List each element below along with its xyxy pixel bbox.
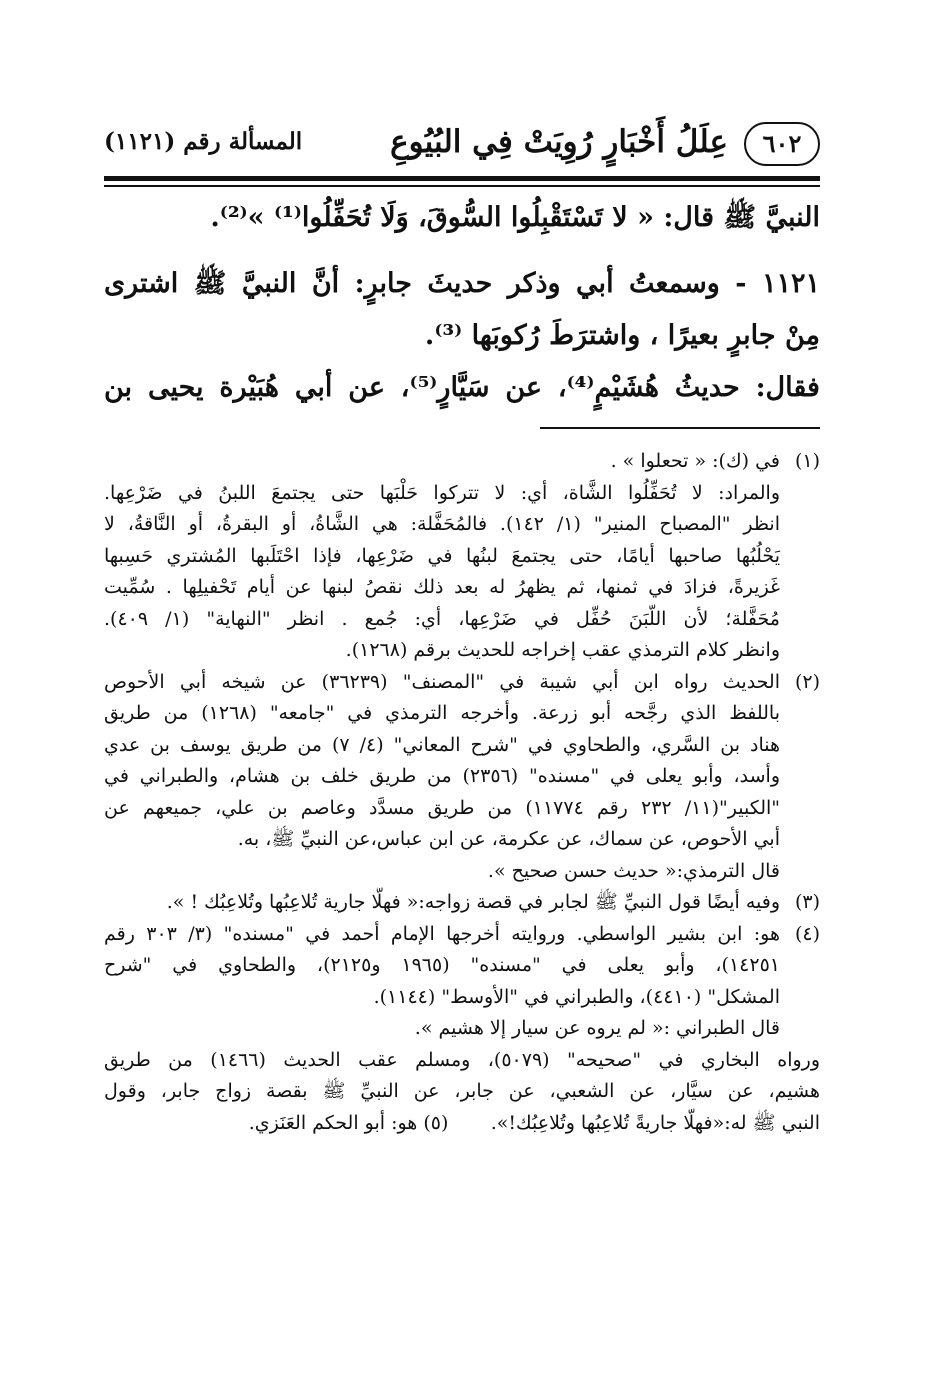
footnote-line: قال الطبراني :« لم يروه عن سيار إلا هشيم ». bbox=[414, 1017, 780, 1039]
footnote-line: انظر "المصباح المنير" (١/ ١٤٢). فالمُحَفَّلة: هي الشَّاةُ، أو البقرةُ، أو النَّاقةُ، لا bbox=[104, 513, 781, 535]
main-line: فقال: حديثُ هُشَيْمٍ⁽⁴⁾، عن سَيَّارٍ⁽⁵⁾، عن أبي هُبَيْرة يحيى بن bbox=[104, 372, 820, 403]
footnote-line: "الكبير"(١١/ ٢٣٢ رقم ١١٧٧٤) من طريق مسدَّد وعاصم بن علي، جميعهم عن bbox=[104, 796, 780, 819]
footnote-line: مُحَفَّلة؛ لأن اللَّبَنَ حُفِّل في ضَرْعِها، أي: جُمع . انظر "النهاية" (١/ ٤٠٩). bbox=[104, 607, 780, 630]
footnotes bbox=[104, 446, 820, 1139]
footnote-number: (١) bbox=[794, 450, 820, 472]
footnote-text: هو: ابن بشير الواسطي. وروايته أخرجها الإمام أحمد في "مسنده" (٣/ ٣٠٣ رقم bbox=[104, 922, 780, 945]
footnote-separator bbox=[540, 427, 820, 429]
main-text bbox=[104, 192, 820, 414]
main-line: النبيَّ ﷺ قال: « لا تَسْتَقْبِلُوا السُّوقَ، وَلَا تُحَفِّلُوا⁽¹⁾ »⁽²⁾. bbox=[210, 202, 820, 233]
footnote-line: هناد بن السَّري، والطحاوي في "شرح المعاني" (٤/ ٧) من طريق يوسف بن عدي bbox=[104, 733, 780, 756]
footnote-line: ١٤٢٥١)، وأبو يعلى في "مسنده" (١٩٦٥ و٢١٢٥)، والطحاوي في "شرح bbox=[104, 954, 780, 976]
footnote-line: المشكل" (٤٤١٠)، والطبراني في "الأوسط" (١١٤٤). bbox=[373, 985, 780, 1008]
footnote-line: ورواه البخاري في "صحيحه" (٥٠٧٩)، ومسلم عقب الحديث (١٤٦٦) من طريق bbox=[104, 1048, 820, 1071]
footnote-number: (٢) bbox=[794, 670, 820, 693]
footnote-number: (٣) bbox=[794, 891, 820, 913]
issue-label: المسألة رقم (١١٢١) bbox=[104, 128, 303, 155]
footnote-line bbox=[104, 446, 820, 478]
page-number: ٦٠٢ bbox=[744, 122, 820, 166]
footnote-line bbox=[104, 667, 820, 699]
footnote-line: غَزيرةً، فزادَ في ثمنها، ثم يظهرُ له بعد ذلك نقصُ لبنها عن أيام تَحْفيلِها . سُمِّيت bbox=[104, 576, 780, 598]
footnote-line: يَحْلُبُها صاحبها أيامًا، حتى يجتمعَ لبنُها في ضَرْعِها، فإذا احْتَلَبها المُشتري حَسِبها bbox=[104, 544, 780, 567]
main-line: مِنْ جابرٍ بعيرًا ، واشترَطَ رُكوبَها ⁽³⁾. bbox=[424, 320, 820, 351]
footnote-line: هشيم، عن سيَّار، عن الشعبي، عن جابر، عن النبيِّ ﷺ بقصة زواج جابر، وقول bbox=[104, 1080, 820, 1102]
footnote-number: (٤) bbox=[794, 922, 820, 945]
footnote-line: أبي الأحوص، عن سماك، عن عكرمة، عن ابن عباس،عن النبيِّ ﷺ، به. bbox=[237, 828, 780, 850]
header-rule-thick bbox=[104, 176, 820, 181]
footnote-line: وانظر كلام الترمذي عقب إخراجه للحديث برقم (١٢٦٨). bbox=[345, 639, 780, 661]
footnote-line: والمراد: لا تُحَفِّلُوا الشَّاة، أي: لا تتركوا حَلْبَها حتى يجتمعَ اللبنُ في ضَرْعِها. bbox=[104, 481, 780, 504]
footnote-line bbox=[104, 1108, 820, 1140]
footnote-line: وأسد، وأبو يعلى في "مسنده" (٢٣٥٦) من طريق خلف بن هشام، والطبراني في bbox=[104, 765, 780, 787]
footnote-text: النبي ﷺ له:«فهلَّا جاريةً تُلاعِبُها وتُلاعِبُك!». bbox=[490, 1111, 820, 1134]
footnote-line: قال الترمذي:« حديث حسن صحيح ». bbox=[487, 859, 780, 882]
footnote-line: باللفظ الذي رجَّحه أبو زرعة. وأخرجه الترمذي في "جامعه" (١٢٦٨) من طريق bbox=[104, 702, 780, 724]
footnote-text: في (ك): « تحعلوا » . bbox=[610, 450, 780, 472]
page-header bbox=[104, 118, 820, 168]
footnote-text: الحديث رواه ابن أبي شيبة في "المصنف" (٣٦٢٣٩) عن شيخه أبي الأحوص bbox=[104, 670, 781, 693]
header-rule-thin bbox=[104, 185, 820, 187]
footnote-5-text: (٥) هو: أبو الحكم العَنَزي. bbox=[248, 1111, 449, 1134]
footnote-text: وفيه أيضًا قول النبيِّ ﷺ لجابر في قصة زواجه:« فهلَّا جارية تُلاعِبُها وتُلاعِبُك ! ». bbox=[166, 891, 780, 913]
footnote-line bbox=[104, 887, 820, 919]
main-line: ١١٢١ - وسمعتُ أبي وذكر حديثَ جابرٍ: أنَّ النبيَّ ﷺ اشترى bbox=[104, 268, 820, 299]
book-title: عِلَلُ أَخْبَارٍ رُوِيَتْ فِي البُيُوعِ bbox=[390, 124, 728, 160]
footnote-line bbox=[104, 919, 820, 951]
